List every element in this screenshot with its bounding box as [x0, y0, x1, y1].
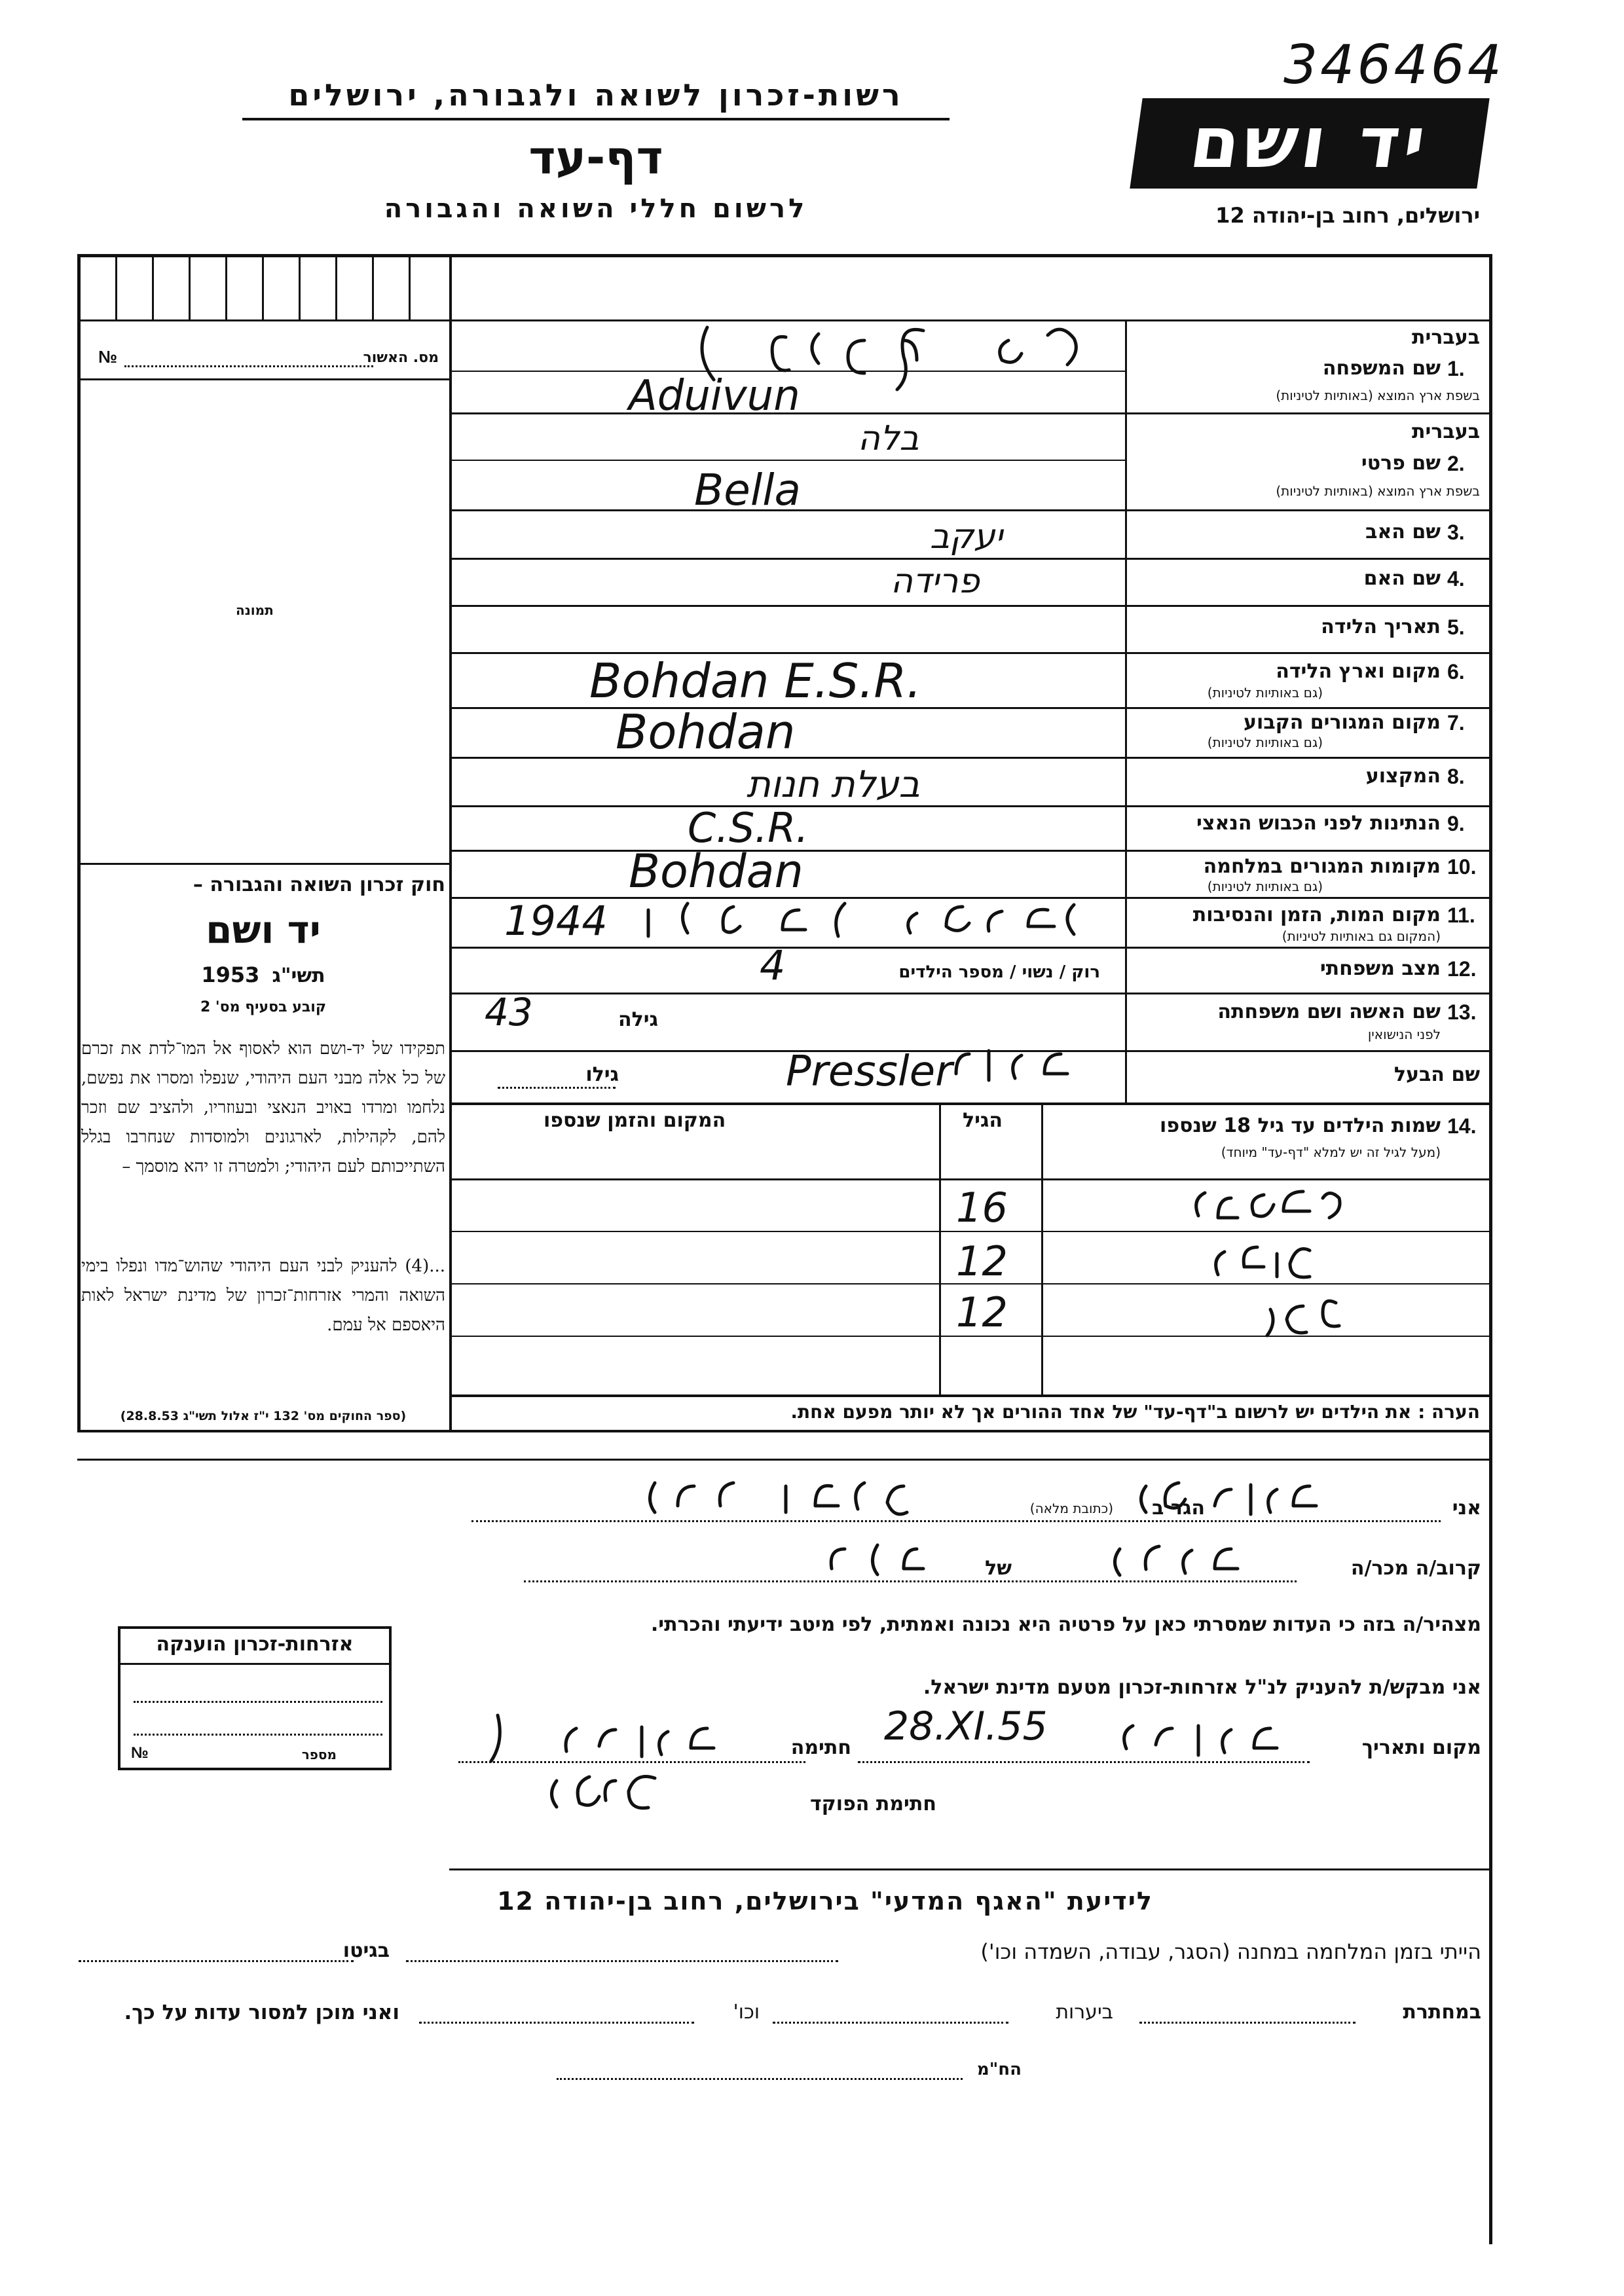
- law-text-2: ...(4) להעניק לבני העם היהודי שהוש־מדו ונפלו בימי השואה והמרי אזרחות־זכרון של מדינת ישראל לאות היאספם אל עמם.: [81, 1256, 445, 1335]
- field-13-note: לפני הנישואין: [1367, 1027, 1441, 1042]
- approval-label: מס. האשור: [363, 350, 439, 366]
- field-3-hebrew-value: יעקב: [930, 517, 1003, 556]
- handwriting-declarant-address: [650, 1483, 908, 1514]
- authority-line: רשות-זכרון לשואה ולגבורה, ירושלים: [288, 77, 904, 113]
- handwriting-child-1: [1196, 1192, 1340, 1218]
- field-9-label: הנתינות לפני הכבוש הנאצי: [1196, 812, 1441, 835]
- decl-address-hint: (כתובת מלאה): [1029, 1501, 1113, 1516]
- field-10-num: 10.: [1447, 855, 1477, 879]
- field-2-hebrew-value: בלה: [858, 419, 919, 458]
- field-12-options: רוק / נשוי / מספר הילדים: [898, 962, 1100, 982]
- child-age: 12: [956, 1288, 1008, 1336]
- address: ירושלים, רחוב בן-יהודה 12: [1215, 203, 1480, 228]
- child-age: 16: [956, 1184, 1008, 1231]
- field-1-num: 1.: [1447, 357, 1465, 380]
- law-title: חוק זכרון השואה והגבורה –: [193, 873, 445, 896]
- footer-line1-b: בגיטו: [342, 1939, 390, 1962]
- decl-of: של: [985, 1557, 1012, 1580]
- child-age: 12: [956, 1237, 1008, 1285]
- decl-officer-signature: חתימת הפוקד: [810, 1793, 936, 1815]
- husband-label: שם הבעל: [1393, 1063, 1480, 1086]
- citizenship-number-label: מספר: [301, 1747, 337, 1762]
- law-year-heb: תשי"ג: [272, 964, 325, 987]
- field-12-num: 12.: [1447, 957, 1477, 981]
- handwriting-of-name: [831, 1545, 923, 1575]
- field-2-label: שם פרטי: [1361, 452, 1441, 475]
- field-11-num: 11.: [1447, 903, 1475, 927]
- law-year: 1953: [201, 962, 260, 987]
- handwriting-signature: [491, 1715, 714, 1761]
- field-11-label: מקום המות, הזמן והנסיבות: [1192, 903, 1441, 926]
- field-1-lang-label: בעברית: [1412, 326, 1480, 349]
- field-12-value: 4: [760, 941, 786, 989]
- law-name: יד ושם: [206, 907, 321, 952]
- field-4-num: 4.: [1447, 567, 1465, 591]
- citizenship-title: אזרחות-זכרון הוענקה: [156, 1633, 354, 1656]
- photo-label: תמונה: [236, 602, 274, 618]
- field-6-value: Bohdan E.S.R.: [589, 653, 922, 708]
- field-6-label: מקום וארץ הלידה: [1276, 660, 1441, 683]
- footer-line2-a: במחתרת: [1403, 2001, 1481, 2024]
- children-num: 14.: [1447, 1114, 1477, 1138]
- children-col-age: הגיל: [963, 1109, 1003, 1132]
- remark: הערה : את הילדים יש לרשום ב"דף-עד" של אחד ההורים אך לא יותר מפעם אחת.: [790, 1401, 1480, 1423]
- children-label: שמות הילדים עד גיל 18 שנספו: [1160, 1114, 1441, 1137]
- field-11-note: (המקום גם באותיות לטיניות): [1282, 928, 1441, 944]
- footer-line3: הח"מ: [976, 2060, 1022, 2079]
- footer-line2-b: ביערות: [1056, 2001, 1113, 2024]
- citizenship-number-prefix: №: [131, 1744, 149, 1762]
- decl-request: אני מבקש/ת להעניק לנ"ל אזרחות-זכרון מטעם מדינת ישראל.: [923, 1676, 1481, 1699]
- decl-i: אני: [1452, 1497, 1481, 1520]
- logo-text: יד ושם: [1185, 102, 1435, 184]
- field-10-value: Bohdan: [629, 845, 803, 898]
- field-13-age-value: 43: [485, 990, 533, 1034]
- decl-signature: חתימה: [790, 1736, 851, 1759]
- field-10-note: (גם באותיות לטיניות): [1207, 879, 1323, 894]
- law-section: קובע בסעיף מס' 2: [200, 999, 327, 1015]
- law-text-1: תפקידו של יד-ושם הוא לאסוף אל המו־לדת את זכרם של כל אלה מבני העם היהודי, שנפלו ומסרו את נפשם, נלחמו ומרדו באויב הנאצי ובעוזריו, ולהציב שם וזכר להם, לקהילות, לארגונים ולמוסדות שנחרבו בגלל השתייכותם לעם היהודי; ולמטרה זו יהא מוסמך –: [81, 1039, 445, 1176]
- field-5-label: תאריך הלידה: [1321, 615, 1441, 638]
- approval-no: №: [98, 347, 117, 367]
- field-6-num: 6.: [1447, 660, 1465, 683]
- form-title: דף-עד: [528, 131, 663, 185]
- field-2-note: בשפת ארץ המוצא (באותיות לטיניות): [1276, 483, 1480, 499]
- field-7-note: (גם באותיות לטיניות): [1207, 735, 1323, 750]
- form-subtitle: לרשום חללי השואה והגבורה: [384, 194, 808, 224]
- decl-resident: הגר ב: [1152, 1497, 1205, 1520]
- decl-place-date: מקום ותאריך: [1361, 1736, 1481, 1759]
- decl-place-date-value: 28.XI.55: [884, 1704, 1048, 1749]
- field-7-label: מקום המגורים הקבוע: [1244, 711, 1441, 734]
- field-1-note: בשפת ארץ המוצא (באותיות לטיניות): [1276, 388, 1480, 403]
- footer-line1-a: הייתי בזמן המלחמה במחנה (הסגר, עבודה, השמדה וכו'): [980, 1939, 1481, 1964]
- husband-value: Pressler: [786, 1048, 953, 1096]
- field-8-label: המקצוע: [1365, 765, 1441, 788]
- field-11-value: 1944: [504, 897, 608, 945]
- field-3-num: 3.: [1447, 520, 1465, 544]
- field-7-num: 7.: [1447, 711, 1465, 735]
- husband-age-label: גילו: [585, 1063, 619, 1086]
- field-2-lang-label: בעברית: [1412, 420, 1480, 443]
- handwriting-place-date: [1124, 1726, 1277, 1755]
- field-4-hebrew-value: פרידה: [891, 562, 980, 601]
- field-1-latin-value: Aduivun: [629, 372, 800, 420]
- handwriting-child-2: [1216, 1247, 1310, 1277]
- footer-line2-d: ואני מוכן למסור עדות על כך.: [124, 2001, 399, 2024]
- children-col-place: המקום והזמן שנספו: [544, 1109, 726, 1132]
- field-9-value: C.S.R.: [688, 804, 809, 852]
- handwriting-relation: [1115, 1546, 1238, 1575]
- field-3-label: שם האב: [1365, 520, 1441, 543]
- field-4-label: שם האם: [1363, 567, 1441, 590]
- field-13-num: 13.: [1447, 1000, 1477, 1024]
- law-ref: (ספר החוקים מס' 132 י"ז אלול תשי"ג 28.8.53): [120, 1409, 407, 1423]
- field-13-label: שם האשה ושם משפחתה: [1217, 1000, 1441, 1023]
- handwriting-officer-signature: [552, 1777, 655, 1808]
- field-12-label: מצב משפחתי: [1320, 957, 1441, 980]
- footer-line2-c: וכו': [733, 2001, 760, 2024]
- record-number: 346464: [1283, 34, 1505, 96]
- decl-relative: קרוב/ה מכר/ה: [1350, 1557, 1481, 1580]
- field-10-label: מקומות המגורים במלחמה: [1203, 855, 1441, 878]
- handwriting-field-11: [648, 903, 1074, 936]
- footer-notice: לידיעת "האגף המדעי" בירושלים, רחוב בן-יהודה 12: [497, 1887, 1153, 1916]
- field-1-label: שם המשפחה: [1322, 357, 1441, 380]
- handwriting-surname-hebrew: [702, 327, 1076, 390]
- field-2-num: 2.: [1447, 452, 1465, 475]
- field-8-hebrew-value: בעלת חנות: [747, 763, 920, 806]
- decl-statement: מצהיר/ה בזה כי העדות שמסרתי כאן על פרטיה היא נכונה ואמתית, לפי מיטב ידיעתי והכרתי.: [650, 1613, 1481, 1636]
- field-9-num: 9.: [1447, 812, 1465, 835]
- children-note: (מעל לגיל זה יש למלא "דף-עד" מיוחד): [1221, 1144, 1441, 1160]
- field-5-num: 5.: [1447, 615, 1465, 639]
- handwriting-child-3: [1267, 1301, 1339, 1336]
- field-7-value: Bohdan: [616, 704, 796, 759]
- field-2-latin-value: Bella: [694, 465, 802, 515]
- field-13-age-label: גילה: [618, 1008, 658, 1031]
- field-8-num: 8.: [1447, 765, 1465, 788]
- field-6-note: (גם באותיות לטיניות): [1207, 685, 1323, 701]
- handwriting-declarant-name: [1141, 1483, 1317, 1514]
- handwriting-husband-hebrew: [956, 1051, 1067, 1080]
